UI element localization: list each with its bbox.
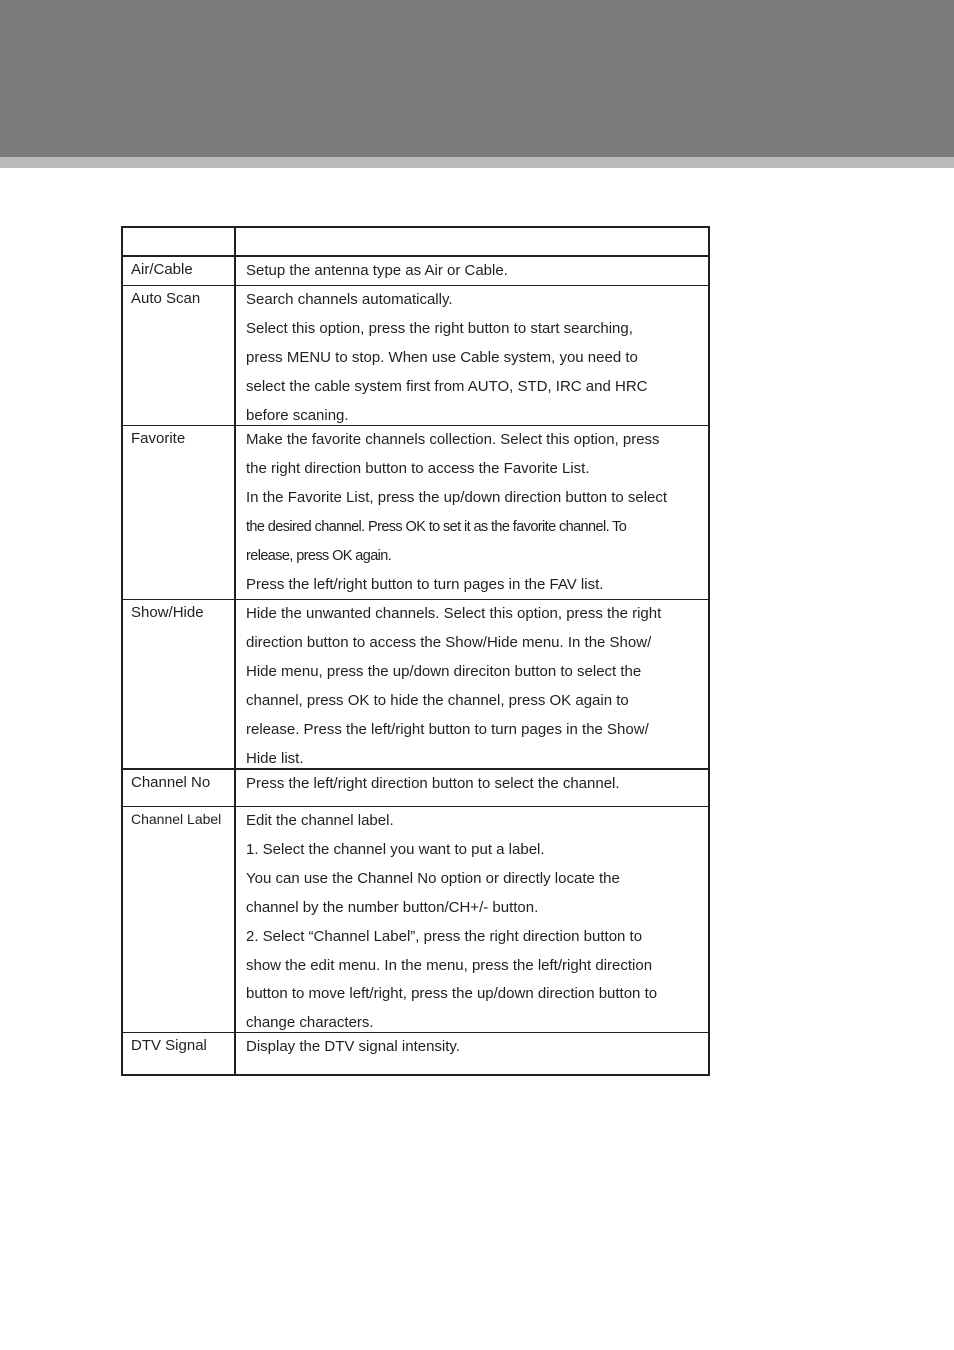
description-line: release. Press the left/right button to turn pages in the Show/ xyxy=(246,720,649,738)
description-line: direction button to access the Show/Hide menu. In the Show/ xyxy=(246,633,652,651)
description-line: change characters. xyxy=(246,1014,374,1032)
description-line: Setup the antenna type as Air or Cable. xyxy=(246,262,508,279)
description-line: Display the DTV signal intensity. xyxy=(246,1038,460,1055)
description-line: Edit the channel label. xyxy=(246,812,394,829)
description-line: show the edit menu. In the menu, press the left/right direction xyxy=(246,956,653,974)
row-description xyxy=(236,600,708,768)
header-stripe xyxy=(0,157,954,168)
row-description xyxy=(236,1033,708,1074)
row-name: Channel Label xyxy=(123,807,236,1032)
description-line: You can use the Channel No option or directly locate the xyxy=(246,869,620,887)
row-description xyxy=(236,807,708,1032)
description-line: the desired channel. Press OK to set it as the favorite channel. To xyxy=(246,518,627,535)
description-line: channel by the number button/CH+/- button. xyxy=(246,898,539,916)
description-line: release, press OK again. xyxy=(246,547,392,564)
settings-table xyxy=(121,226,710,1076)
description-line: press MENU to stop. When use Cable system, you need to xyxy=(246,348,638,366)
description-line: before scaning. xyxy=(246,406,349,424)
description-line: Select this option, press the right button to start searching, xyxy=(246,319,633,337)
table-header-row xyxy=(123,228,708,255)
table-row-favorite xyxy=(123,425,708,599)
description-line: the right direction button to access the Favorite List. xyxy=(246,459,590,477)
table-row-auto-scan xyxy=(123,285,708,425)
row-description xyxy=(236,286,708,425)
row-name: Air/Cable xyxy=(123,257,236,285)
table-row-channel-label xyxy=(123,806,708,1032)
description-line: channel, press OK to hide the channel, press OK again to xyxy=(246,691,629,709)
description-line: In the Favorite List, press the up/down direction button to select xyxy=(246,488,668,506)
description-line: Hide the unwanted channels. Select this option, press the right xyxy=(246,605,662,622)
description-line: 1. Select the channel you want to put a label. xyxy=(246,840,545,858)
description-line: select the cable system first from AUTO, STD, IRC and HRC xyxy=(246,377,648,395)
table-row-channel-no xyxy=(123,768,708,806)
row-name: Favorite xyxy=(123,426,236,599)
header-band xyxy=(0,0,954,157)
description-line: 2. Select “Channel Label”, press the right direction button to xyxy=(246,927,643,945)
header-description-cell xyxy=(236,228,708,255)
row-description xyxy=(236,770,708,806)
header-name-cell xyxy=(123,228,236,255)
row-name: DTV Signal xyxy=(123,1033,236,1074)
table-row-show-hide xyxy=(123,599,708,768)
row-name: Auto Scan xyxy=(123,286,236,425)
row-description xyxy=(236,426,708,599)
description-line: Hide list. xyxy=(246,749,304,767)
row-name: Show/Hide xyxy=(123,600,236,768)
description-line: Hide menu, press the up/down direciton button to select the xyxy=(246,662,642,680)
description-line: Press the left/right button to turn pages in the FAV list. xyxy=(246,575,604,593)
row-description xyxy=(236,257,708,285)
table-row-dtv-signal xyxy=(123,1032,708,1074)
description-line: Press the left/right direction button to select the channel. xyxy=(246,775,620,792)
description-line: Search channels automatically. xyxy=(246,291,453,308)
table-row-air-cable xyxy=(123,255,708,285)
row-name: Channel No xyxy=(123,770,236,806)
description-line: button to move left/right, press the up/down direction button to xyxy=(246,985,658,1003)
description-line: Make the favorite channels collection. Select this option, press xyxy=(246,431,660,448)
